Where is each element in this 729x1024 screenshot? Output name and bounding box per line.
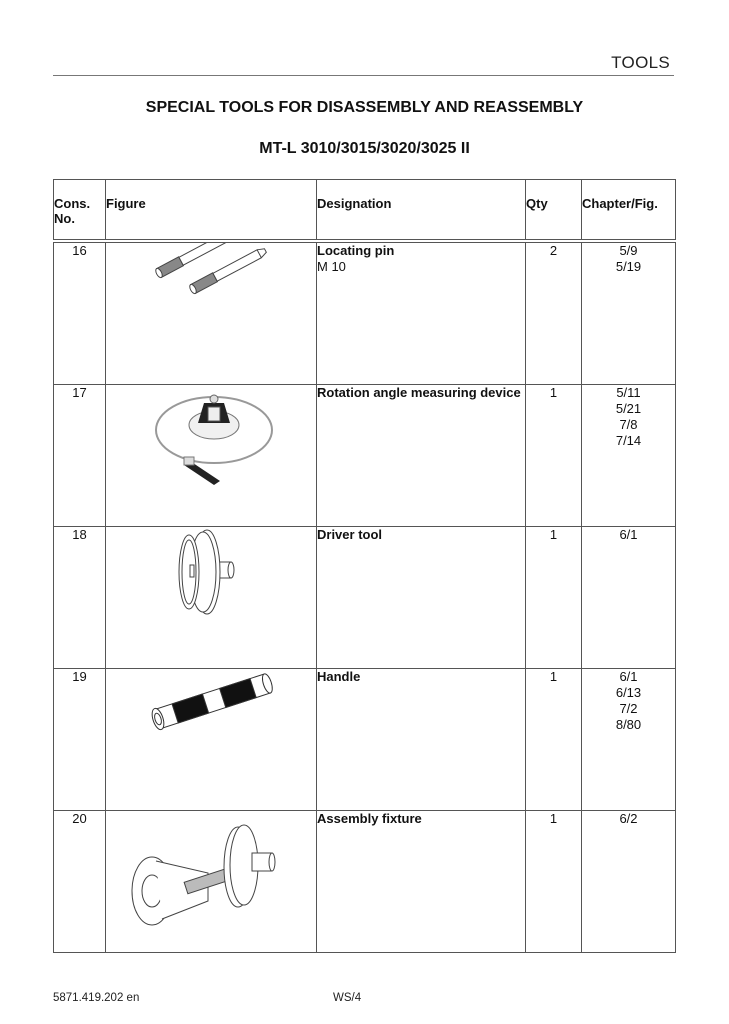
table-row xyxy=(54,810,676,952)
page-number: WS/4 xyxy=(333,992,362,1004)
chapter-ref: 7/14 xyxy=(615,432,642,448)
chapter-cell xyxy=(582,526,676,668)
designation-cell xyxy=(317,526,526,668)
designation-cell xyxy=(317,241,526,385)
header-divider xyxy=(53,75,674,76)
chapter-ref: 6/1 xyxy=(619,668,638,684)
designation-cell xyxy=(317,668,526,810)
designation-name: Assembly fixture xyxy=(317,810,422,826)
table-row xyxy=(54,384,676,526)
column-header-qty: Qty xyxy=(526,180,582,241)
page-title: SPECIAL TOOLS FOR DISASSEMBLY AND REASSEMBLY xyxy=(145,99,584,116)
qty-cell: 2 xyxy=(526,241,582,385)
rotation-angle-device-icon xyxy=(146,385,276,495)
table-row xyxy=(54,526,676,668)
chapter-ref: 5/11 xyxy=(616,384,641,400)
chapter-ref: 8/80 xyxy=(615,716,642,732)
chapter-ref: 6/13 xyxy=(615,684,642,700)
table-header-row xyxy=(54,180,676,241)
column-header-cons-no: Cons. No. xyxy=(54,180,106,241)
figure-cell xyxy=(106,668,317,810)
tools-table xyxy=(53,179,676,953)
chapter-ref: 6/1 xyxy=(619,526,638,542)
designation-name: Locating pin xyxy=(317,242,395,258)
figure-cell xyxy=(106,810,317,952)
chapter-ref: 5/19 xyxy=(615,258,642,274)
chapter-ref: 5/9 xyxy=(619,242,638,258)
column-header-figure: Figure xyxy=(106,180,317,241)
chapter-ref: 6/2 xyxy=(619,810,638,826)
designation-note: M 10 xyxy=(317,258,346,274)
section-title: TOOLS xyxy=(611,53,670,72)
figure-cell xyxy=(106,526,317,668)
locating-pin-icon xyxy=(151,243,271,303)
qty-cell: 1 xyxy=(526,810,582,952)
designation-name: Handle xyxy=(317,668,361,684)
qty-cell: 1 xyxy=(526,668,582,810)
table-row xyxy=(54,668,676,810)
table-row xyxy=(54,241,676,385)
cons-no-cell: 20 xyxy=(54,810,106,952)
figure-cell xyxy=(106,241,317,385)
qty-cell: 1 xyxy=(526,526,582,668)
column-header-chapter: Chapter/Fig. xyxy=(582,180,676,241)
cons-no-cell: 19 xyxy=(54,668,106,810)
driver-tool-icon xyxy=(171,527,251,617)
chapter-cell xyxy=(582,241,676,385)
chapter-cell xyxy=(582,384,676,526)
designation-name: Rotation angle measuring device xyxy=(317,384,521,400)
chapter-cell xyxy=(582,668,676,810)
designation-name: Driver tool xyxy=(317,526,383,542)
figure-cell xyxy=(106,384,317,526)
page-subtitle: MT-L 3010/3015/3020/3025 II xyxy=(259,140,470,157)
document-number: 5871.419.202 en xyxy=(53,992,140,1004)
cons-no-cell: 18 xyxy=(54,526,106,668)
column-header-designation: Designation xyxy=(317,180,526,241)
qty-cell: 1 xyxy=(526,384,582,526)
chapter-cell xyxy=(582,810,676,952)
cons-no-cell: 16 xyxy=(54,241,106,385)
cons-no-cell: 17 xyxy=(54,384,106,526)
handle-icon xyxy=(146,669,276,739)
designation-cell xyxy=(317,384,526,526)
chapter-ref: 7/8 xyxy=(619,416,638,432)
chapter-ref: 5/21 xyxy=(615,400,642,416)
designation-cell xyxy=(317,810,526,952)
assembly-fixture-icon xyxy=(126,811,296,931)
chapter-ref: 7/2 xyxy=(619,700,638,716)
